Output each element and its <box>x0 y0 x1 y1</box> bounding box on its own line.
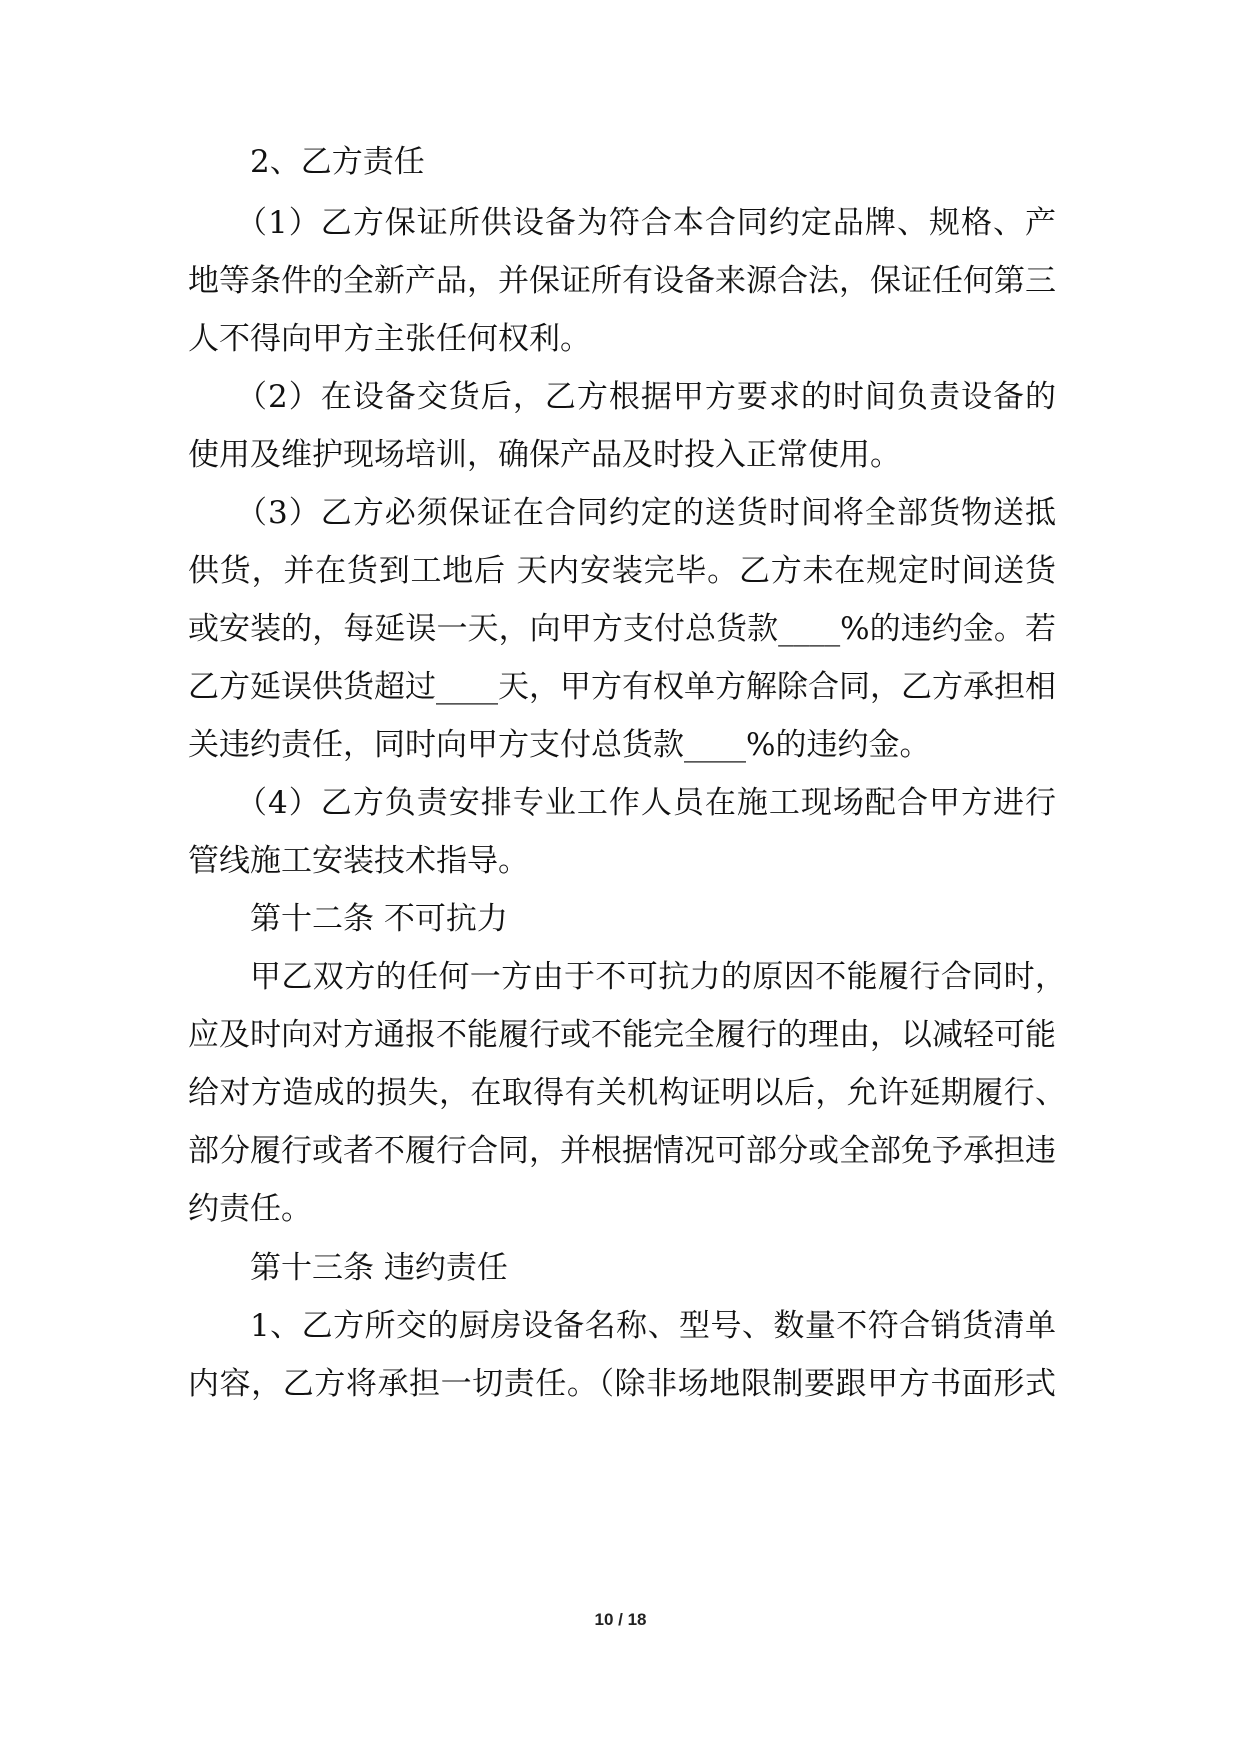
paragraph-line: （4）乙方负责安排专业工作人员在施工现场配合甲方进行 <box>236 785 1056 821</box>
paragraph-line: （3）乙方必须保证在合同约定的送货时间将全部货物送抵 <box>236 495 1056 531</box>
article-heading-force-majeure: 第十二条 不可抗力 <box>250 901 508 937</box>
section-heading-party-b: 2、乙方责任 <box>250 144 425 180</box>
paragraph-line: 乙方延误供货超过____天，甲方有权单方解除合同，乙方承担相 <box>188 669 1056 705</box>
paragraph-line: 部分履行或者不履行合同，并根据情况可部分或全部免予承担违 <box>188 1133 1056 1169</box>
paragraph-line: 1、乙方所交的厨房设备名称、型号、数量不符合销货清单 <box>250 1308 1056 1344</box>
paragraph-line: 甲乙双方的任何一方由于不可抗力的原因不能履行合同时， <box>250 959 1066 995</box>
page-number: 10 / 18 <box>594 1610 647 1629</box>
paragraph-line: 约责任。 <box>188 1191 312 1227</box>
paragraph-line: 供货，并在货到工地后 天内安装完毕。乙方未在规定时间送货 <box>188 553 1056 589</box>
paragraph-line: （1）乙方保证所供设备为符合本合同约定品牌、规格、产 <box>236 205 1056 241</box>
paragraph-line: 地等条件的全新产品，并保证所有设备来源合法，保证任何第三 <box>188 263 1056 299</box>
article-heading-breach-liability: 第十三条 违约责任 <box>250 1250 508 1286</box>
paragraph-line: 使用及维护现场培训，确保产品及时投入正常使用。 <box>188 437 901 473</box>
paragraph-line: 管线施工安装技术指导。 <box>188 843 529 879</box>
paragraph-line: 应及时向对方通报不能履行或不能完全履行的理由，以减轻可能 <box>188 1017 1056 1053</box>
paragraph-line: （2）在设备交货后，乙方根据甲方要求的时间负责设备的 <box>236 379 1056 415</box>
paragraph-line: 给对方造成的损失，在取得有关机构证明以后，允许延期履行、 <box>188 1075 1066 1111</box>
paragraph-line: 人不得向甲方主张任何权利。 <box>188 321 591 357</box>
paragraph-line: 或安装的，每延误一天，向甲方支付总货款____%的违约金。若 <box>188 611 1056 647</box>
paragraph-line: 关违约责任，同时向甲方支付总货款____%的违约金。 <box>188 727 931 763</box>
paragraph-line: 内容，乙方将承担一切责任。（除非场地限制要跟甲方书面形式 <box>188 1366 1056 1402</box>
